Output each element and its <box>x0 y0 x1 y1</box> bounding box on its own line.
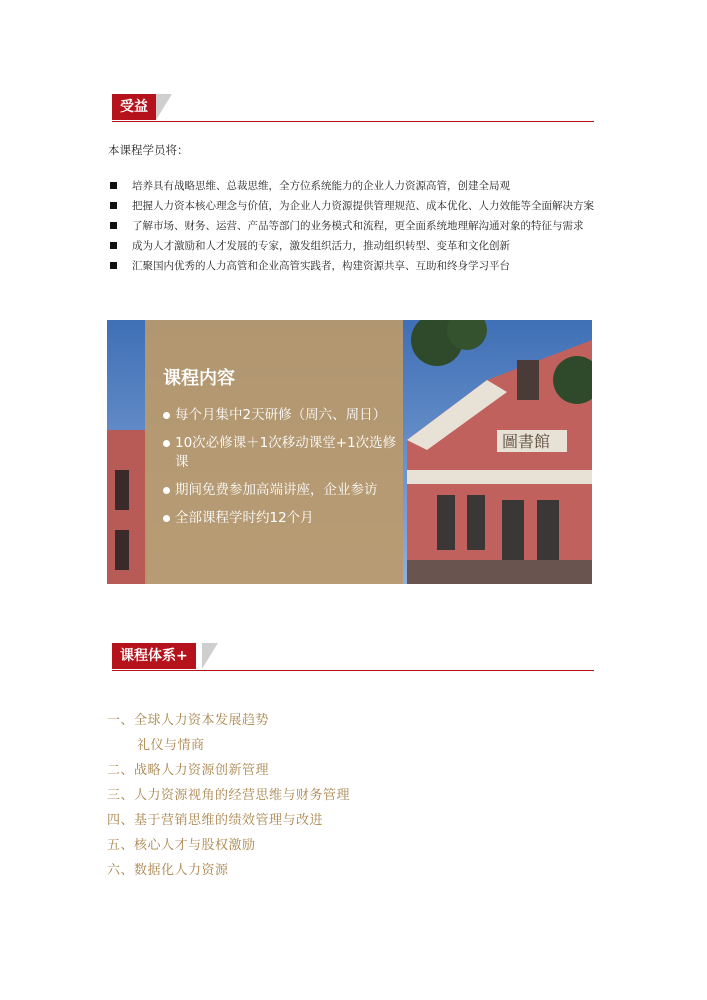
banner-list <box>163 406 403 537</box>
benefit-text: 成为人才激励和人才发展的专家，激发组织活力，推动组织转型、变革和文化创新 <box>132 240 510 252</box>
tab-shadow <box>202 643 218 669</box>
circle-bullet-icon <box>163 412 170 419</box>
banner-item <box>163 406 403 425</box>
section-divider <box>112 121 594 123</box>
course-system-heading: 课程体系+ <box>112 643 196 669</box>
square-bullet-icon <box>110 182 117 189</box>
banner-item-text: 全部课程学时约12个月 <box>175 510 314 526</box>
benefit-text: 汇聚国内优秀的人力高管和企业高管实践者，构建资源共享、互助和终身学习平台 <box>132 260 510 272</box>
square-bullet-icon <box>110 242 117 249</box>
library-sign: 圖書館 <box>502 432 551 451</box>
section-divider <box>112 670 594 672</box>
banner-item <box>163 481 403 500</box>
course-module: 二、战略人力资源创新管理 <box>107 763 270 778</box>
course-module-sub: 礼仪与情商 <box>137 738 205 753</box>
benefit-item <box>108 236 603 256</box>
square-bullet-icon <box>110 202 117 209</box>
banner-item <box>163 434 403 472</box>
course-module: 五、核心人才与股权激励 <box>107 838 256 853</box>
benefit-item <box>108 256 603 276</box>
course-content-banner <box>107 320 592 584</box>
benefits-section-header <box>108 94 594 124</box>
benefit-text: 培养具有战略思维、总裁思维，全方位系统能力的企业人力资源高管，创建全局观 <box>132 180 510 192</box>
course-module: 三、人力资源视角的经营思维与财务管理 <box>107 788 351 803</box>
banner-item-text: 10次必修课＋1次移动课堂+1次选修课 <box>175 435 397 470</box>
circle-bullet-icon <box>163 440 170 447</box>
tab-shadow <box>156 94 172 120</box>
benefit-text: 把握人力资本核心理念与价值，为企业人力资源提供管理规范、成本优化、人力效能等全面解决方案 <box>132 200 594 212</box>
course-system-section-header <box>108 643 594 673</box>
benefits-list <box>108 176 603 276</box>
banner-title: 课程内容 <box>163 368 235 389</box>
benefits-intro: 本课程学员将： <box>108 143 189 157</box>
benefit-item <box>108 216 603 236</box>
course-module: 四、基于营销思维的绩效管理与改进 <box>107 813 324 828</box>
benefits-heading: 受益 <box>112 94 156 120</box>
banner-item-text: 每个月集中2天研修（周六、周日） <box>175 407 387 423</box>
banner-item-text: 期间免费参加高端讲座，企业参访 <box>175 482 378 498</box>
benefit-text: 了解市场、财务、运营、产品等部门的业务模式和流程，更全面系统地理解沟通对象的特征与需求 <box>132 220 584 232</box>
benefit-item <box>108 176 603 196</box>
square-bullet-icon <box>110 222 117 229</box>
circle-bullet-icon <box>163 487 170 494</box>
course-module: 六、数据化人力资源 <box>107 863 229 878</box>
course-system-list <box>107 708 350 883</box>
circle-bullet-icon <box>163 515 170 522</box>
square-bullet-icon <box>110 262 117 269</box>
banner-item <box>163 509 403 528</box>
course-module: 一、全球人力资本发展趋势 <box>107 713 270 728</box>
benefit-item <box>108 196 603 216</box>
